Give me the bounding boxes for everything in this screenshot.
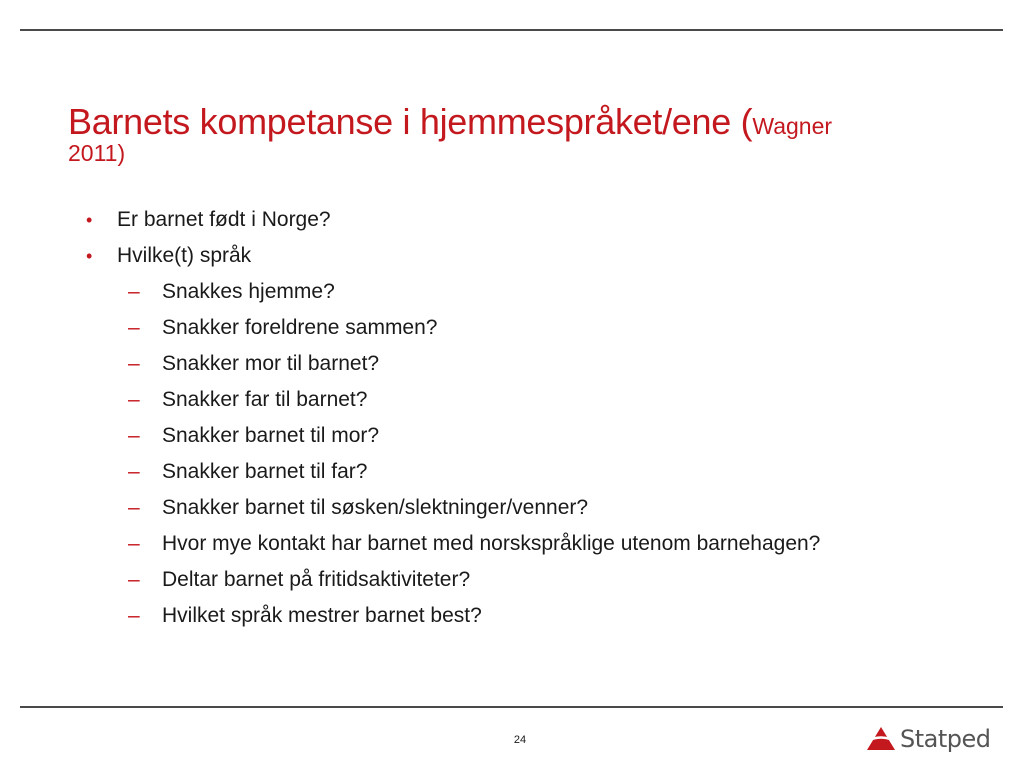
sub-bullet-text: Hvilket språk mestrer barnet best?	[162, 604, 482, 627]
sub-bullet-marker: –	[128, 460, 140, 483]
sub-bullet-marker: –	[128, 568, 140, 591]
sub-bullet-marker: –	[128, 316, 140, 339]
sub-bullet-item	[86, 279, 862, 305]
sub-bullet-item	[86, 351, 862, 377]
sub-bullet-text: Snakker barnet til mor?	[162, 424, 380, 447]
bullet-item	[86, 243, 956, 629]
bullet-marker: •	[86, 210, 93, 230]
sub-bullet-marker: –	[128, 352, 140, 375]
sub-bullet-text: Snakker barnet til far?	[162, 460, 368, 483]
slide-title-citation-year: 2011)	[68, 140, 126, 166]
bottom-rule	[20, 706, 1003, 708]
sub-bullet-text: Snakkes hjemme?	[162, 280, 335, 303]
sub-bullet-marker: –	[128, 388, 140, 411]
sub-bullet-marker: –	[128, 280, 140, 303]
sub-bullet-marker: –	[128, 604, 140, 627]
sub-bullet-item	[86, 387, 862, 413]
page-number: 24	[513, 734, 527, 746]
sub-bullet-item	[86, 567, 862, 593]
slide-title-citation-author: Wagner	[752, 113, 833, 139]
top-rule	[20, 29, 1003, 31]
sub-bullet-text: Snakker far til barnet?	[162, 388, 368, 411]
sub-bullet-text: Snakker mor til barnet?	[162, 352, 380, 375]
sub-bullet-item	[86, 315, 862, 341]
sub-bullet-list	[86, 279, 956, 629]
sub-bullet-text: Hvor mye kontakt har barnet med norskspråklige utenom barnehagen?	[162, 532, 821, 555]
sub-bullet-item	[86, 495, 862, 521]
sub-bullet-item	[86, 531, 862, 557]
sub-bullet-item	[86, 459, 862, 485]
sub-bullet-marker: –	[128, 532, 140, 555]
bullet-list	[86, 207, 956, 639]
sub-bullet-item	[86, 423, 862, 449]
bullet-text: Hvilke(t) språk	[117, 244, 252, 267]
slide-title-main: Barnets kompetanse i hjemmespråket/ene (	[68, 101, 753, 142]
sub-bullet-text: Snakker foreldrene sammen?	[162, 316, 438, 339]
bullet-marker: •	[86, 246, 93, 266]
statped-logo-text: Statped	[900, 725, 991, 753]
bullet-item	[86, 207, 956, 233]
statped-logo-icon	[866, 726, 896, 752]
bullet-text: Er barnet født i Norge?	[117, 208, 331, 231]
sub-bullet-marker: –	[128, 496, 140, 519]
sub-bullet-text: Snakker barnet til søsken/slektninger/venner?	[162, 496, 589, 519]
sub-bullet-marker: –	[128, 424, 140, 447]
statped-logo	[866, 724, 991, 754]
sub-bullet-item	[86, 603, 862, 629]
sub-bullet-text: Deltar barnet på fritidsaktiviteter?	[162, 568, 471, 591]
slide-title	[68, 101, 968, 166]
